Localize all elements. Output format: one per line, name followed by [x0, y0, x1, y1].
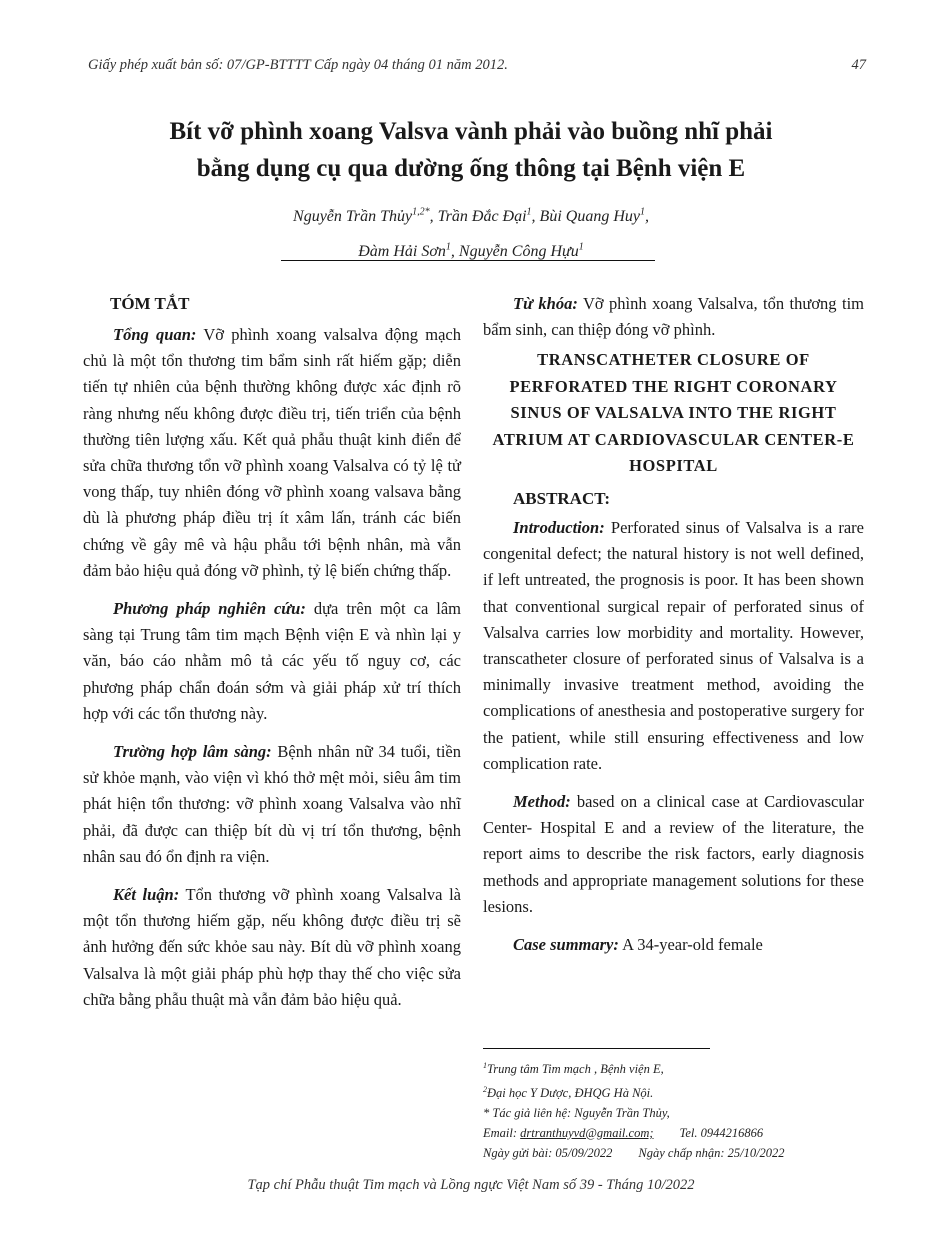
title-line-2: bằng dụng cụ qua dường ống thông tại Bệnh viện E	[196, 155, 746, 182]
accepted-date: Ngày chấp nhận: 25/10/2022	[638, 1145, 785, 1160]
author: Nguyễn Trần Thủy$^{1,2*}$,	[293, 207, 438, 226]
method-paragraph: Phương pháp nghiên cứu: dựa trên một ca lâm sàng tại Trung tâm tim mạch Bệnh viện E và nhìn lại y văn, báo cáo nhằm mô tả các yếu tố nguy cơ, các phương pháp chẩn đoán sớm và giải pháp xử trí thích hợp với các tổn thương này.	[83, 599, 461, 723]
overview-paragraph: Tổng quan: Vỡ phình xoang valsalva động mạch chủ là một tổn thương tim bẩm sinh rất hiếm gặp; diễn tiến tự nhiên của bệnh thường không được xác định rõ ràng nhưng nếu không được điều trị, tiến triển của bệnh thường tiên lượng xấu. Kết quả phẫu thuật kinh điển để sửa chữa thương tổn vỡ phình xoang Valsalva có tỷ lệ tử vong thấp, tuy nhiên đóng vỡ phình xoang valsava bằng dù là phương pháp điều trị ít xâm lấn, tránh các biến chứng về gây mê và hậu phẫu tới bệnh nhân, mà vẫn đảm bảo hiệu quả đóng vỡ phình, tỷ lệ biến chứng thấp.	[83, 325, 461, 580]
corresponding-author: * Tác giả liên hệ: Nguyễn Trần Thủy,	[483, 1105, 670, 1120]
left-column	[83, 291, 461, 1025]
article-title	[60, 113, 882, 187]
footnote-divider	[483, 1048, 710, 1049]
affiliation-1: $^1$Trung tâm Tim mạch , Bệnh viện E,	[483, 1061, 664, 1077]
running-header	[88, 57, 866, 79]
author: Nguyễn Công Hựu$^1$	[458, 241, 584, 260]
author: Bùi Quang Huy$^1$,	[539, 207, 649, 226]
footnotes	[483, 1056, 873, 1163]
right-column	[483, 291, 864, 970]
contact-line: Email: drtranthuyvd@gmail.com; Tel. 0944216866	[483, 1125, 764, 1140]
case-summary-paragraph: Case summary: A 34-year-old female	[513, 934, 763, 954]
english-title: TRANSCATHETER CLOSURE OF PERFORATED THE RIGHT CORONARY SINUS OF VALSALVA INTO THE RIGHT ATRIUM AT CARDIOVASCULAR CENTER-E HOSPITAL	[492, 350, 855, 476]
en-method-paragraph: Method: based on a clinical case at Cardiovascular Center- Hospital E and a review of the literature, the report aims to describe the risk factors, early diagnosis methods and appropriate management solutions for these lesions.	[483, 791, 864, 916]
abstract-heading: ABSTRACT:	[513, 488, 610, 508]
case-paragraph: Trường hợp lâm sàng: Bệnh nhân nữ 34 tuổi, tiền sử khỏe mạnh, vào viện vì khó thở mệt mỏi, siêu âm tim phát hiện tổn thương: vỡ phình xoang Valsalva vào nhĩ phải, đã được can thiệp bít dù vị trí tổn thương, bệnh nhân sau đó ổn định ra viện.	[83, 742, 461, 866]
author-list	[200, 198, 742, 267]
license-line: Giấy phép xuất bản số: 07/GP-BTTTT Cấp ngày 04 tháng 01 năm 2012.	[88, 57, 508, 73]
keywords-paragraph: Từ khóa: Vỡ phình xoang Valsalva, tổn thương tim bẩm sinh, can thiệp đóng vỡ phình.	[483, 294, 864, 340]
running-footer: Tạp chí Phẫu thuật Tim mạch và Lồng ngực Việt Nam số 39 - Tháng 10/2022	[247, 1177, 695, 1193]
received-date: Ngày gửi bài: 05/09/2022	[483, 1145, 613, 1160]
affiliation-2: $^2$Đại học Y Dược, ĐHQG Hà Nội.	[483, 1084, 654, 1101]
email-link[interactable]: drtranthuyvd@gmail.com;	[520, 1125, 654, 1140]
author: Đàm Hải Sơn$^1$,	[358, 241, 459, 260]
introduction-paragraph: Introduction: Perforated sinus of Valsalva is a rare congenital defect; the natural history is not well defined, if left untreated, the prognosis is poor. It has been shown that conventional surgical repair of perforated sinus of Valsalva carries low morbidity and mortality. However, transcatheter closure of perforated sinus of Valsalva is a minimally invasive treatment method, avoiding the complications of anesthesia and postoperative surgery for the patient, while still ensuring effectiveness and low complication rate.	[483, 517, 864, 773]
title-line-1: Bít vỡ phình xoang Valsva vành phải vào buồng nhĩ phải	[169, 118, 773, 145]
telephone: Tel. 0944216866	[679, 1125, 764, 1140]
dates-line	[483, 1144, 873, 1164]
conclusion-paragraph: Kết luận: Tổn thương vỡ phình xoang Valsalva là một tổn thương hiếm gặp, nếu không được điều trị sẽ ảnh hưởng đến sức khỏe sau này. Bít dù vỡ phình xoang Valsalva là một giải pháp phù hợp thay thế cho việc sửa chữa bằng phẫu thuật mà vẫn đảm bảo hiệu quả.	[83, 885, 461, 1009]
summary-heading: TÓM TẮT	[110, 294, 190, 313]
title-divider	[281, 260, 655, 261]
author: Trần Đắc Đại$^1$,	[437, 207, 540, 226]
page-number: 47	[851, 57, 866, 73]
